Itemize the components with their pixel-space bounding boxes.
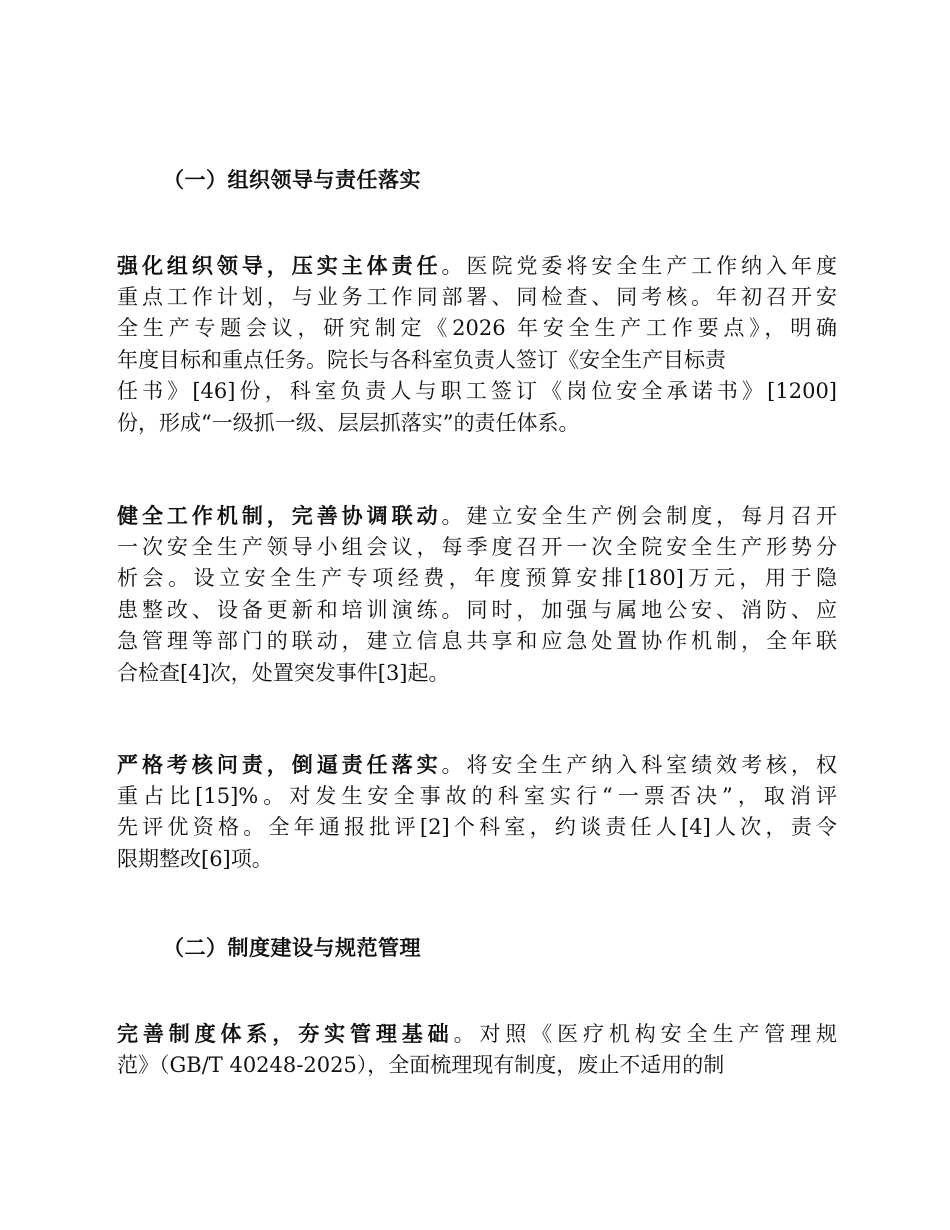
paragraph-line: 先评优资格。全年通报批评[2]个科室，约谈责任人[4]人次，责令: [117, 815, 837, 839]
paragraph-line: 重占比[15]%。对发生安全事故的科室实行“一票否决”，取消评: [117, 783, 837, 808]
paragraph-line: 急管理等部门的联动，建立信息共享和应急处置协作机制，全年联: [117, 629, 837, 653]
paragraph-line: 任书》[46]份，科室负责人与职工签订《岗位安全承诺书》[1200]: [117, 379, 837, 403]
paragraph-responsibility: [117, 250, 837, 439]
paragraph-lead: 强化组织领导，压实主体责任: [117, 253, 442, 278]
paragraph-line: 一次安全生产领导小组会议，每季度召开一次全院安全生产形势分: [117, 534, 837, 559]
section-heading-1: （一）组织领导与责任落实: [163, 167, 421, 192]
paragraph-line: 患整改、设备更新和培训演练。同时，加强与属地公安、消防、应: [117, 597, 837, 622]
paragraph-line: 范》（GB/T 40248-2025），全面梳理现有制度，废止不适用的制: [117, 1052, 725, 1077]
paragraph-line: 合检查[4]次，处置突发事件[3]起。: [117, 660, 450, 685]
paragraph-system: [117, 1018, 837, 1081]
paragraph-assessment: [117, 749, 837, 875]
paragraph-line: 析会。设立安全生产专项经费，年度预算安排[180]万元，用于隐: [117, 566, 837, 590]
section-heading-2: （二）制度建设与规范管理: [163, 935, 421, 960]
paragraph-lead: 完善制度体系，夯实管理基础: [117, 1021, 454, 1046]
paragraph-mechanism: [117, 500, 837, 689]
paragraph-line: 年度目标和重点任务。院长与各科室负责人签订《安全生产目标责: [117, 347, 726, 372]
paragraph-line: 强化组织领导，压实主体责任。医院党委将安全生产工作纳入年度: [117, 253, 838, 278]
paragraph-line: 健全工作机制，完善协调联动。建立安全生产例会制度，每月召开: [117, 503, 838, 528]
paragraph-lead: 严格考核问责，倒逼责任落实: [117, 752, 442, 777]
paragraph-line: 严格考核问责，倒逼责任落实。将安全生产纳入科室绩效考核，权: [117, 752, 838, 777]
paragraph-lead: 健全工作机制，完善协调联动: [117, 503, 442, 528]
paragraph-line: 重点工作计划，与业务工作同部署、同检查、同考核。年初召开安: [117, 284, 837, 309]
paragraph-line: 份，形成“一级抓一级、层层抓落实”的责任体系。: [117, 410, 580, 435]
paragraph-line: 全生产专题会议，研究制定《2026 年安全生产工作要点》，明确: [117, 316, 837, 340]
paragraph-line: 完善制度体系，夯实管理基础。对照《医疗机构安全生产管理规: [117, 1021, 838, 1046]
paragraph-line: 限期整改[6]项。: [117, 846, 273, 871]
